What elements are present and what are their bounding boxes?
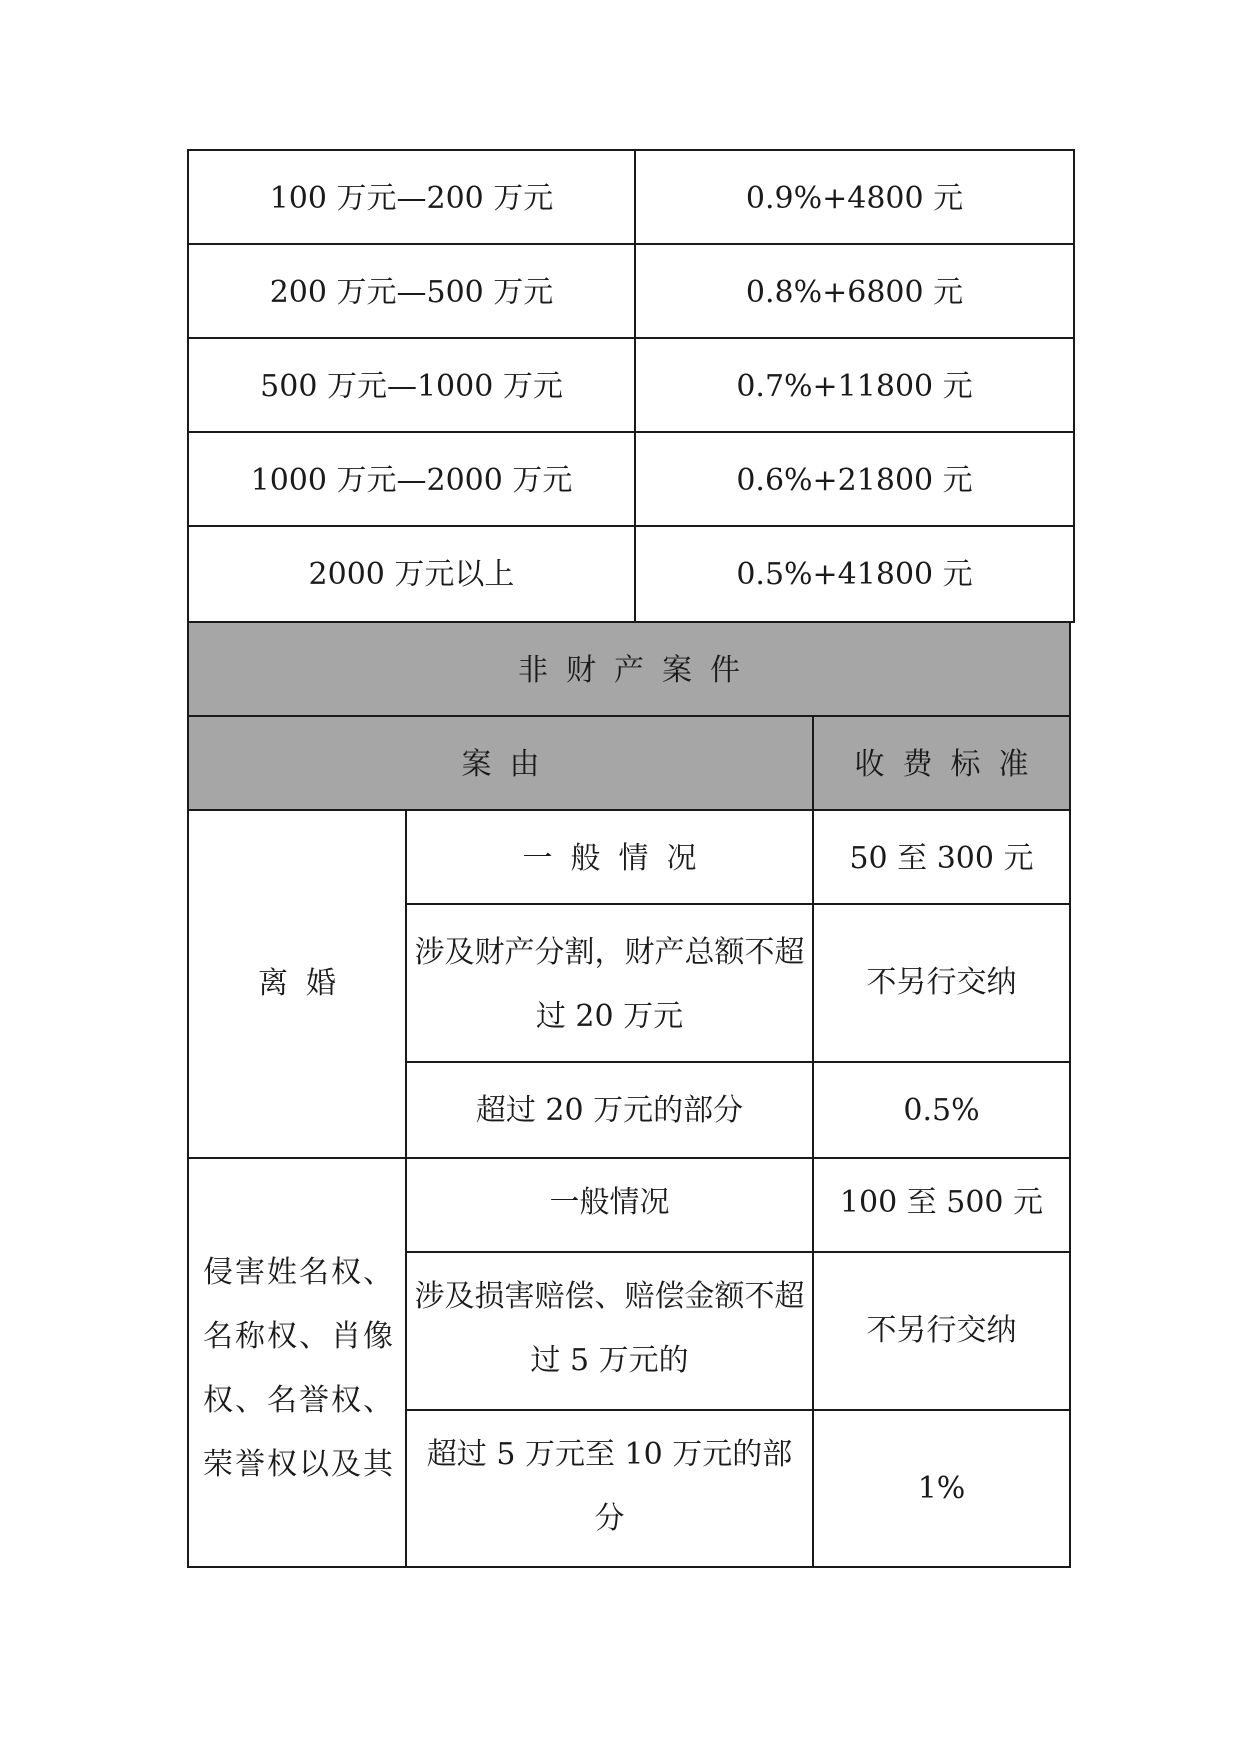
fee-text: 0.5% <box>903 1093 980 1128</box>
fee-text: 1% <box>917 1470 966 1506</box>
section-title: 非财产案件 <box>518 653 758 688</box>
divorce-label-cell <box>187 809 407 1159</box>
range-text: 1000 万元—2000 万元 <box>250 463 573 498</box>
fee-text: 0.6%+21800 元 <box>736 463 973 498</box>
section-title-cell <box>187 621 1071 717</box>
range-text: 500 万元—1000 万元 <box>260 369 563 404</box>
header-fee: 收费标准 <box>854 747 1047 782</box>
fee-text: 不另行交纳 <box>866 965 1017 1000</box>
fee-cell <box>812 809 1071 905</box>
fee-text: 0.8%+6800 元 <box>745 275 964 310</box>
range-cell <box>187 243 636 339</box>
fee-text: 100 至 500 元 <box>839 1185 1044 1220</box>
range-cell <box>187 525 636 623</box>
condition-cell <box>405 1061 814 1159</box>
personality-label: 侵害姓名权、名称权、肖像权、名誉权、荣誉权以及其 <box>203 1255 395 1482</box>
condition-text: 超过 20 万元的部分 <box>475 1093 744 1128</box>
fee-text: 不另行交纳 <box>866 1313 1017 1348</box>
range-cell <box>187 149 636 245</box>
personality-label-cell <box>187 1157 407 1568</box>
fee-text: 0.5%+41800 元 <box>736 557 973 592</box>
header-case: 案由 <box>461 747 558 782</box>
fee-cell <box>634 243 1075 339</box>
fee-cell <box>634 149 1075 245</box>
condition-cell <box>405 1409 814 1568</box>
condition-text: 一般情况 <box>549 1185 670 1220</box>
range-cell <box>187 431 636 527</box>
condition-cell <box>405 809 814 905</box>
range-text: 100 万元—200 万元 <box>269 181 554 216</box>
fee-cell <box>634 337 1075 433</box>
fee-cell <box>812 1157 1071 1253</box>
header-fee-cell <box>812 715 1071 811</box>
fee-cell <box>812 1061 1071 1159</box>
range-text: 2000 万元以上 <box>308 557 515 592</box>
condition-cell <box>405 903 814 1063</box>
condition-text: 涉及损害赔偿、赔偿金额不超过 5 万元的 <box>414 1279 805 1378</box>
fee-cell <box>634 431 1075 527</box>
condition-cell <box>405 1157 814 1253</box>
condition-text: 超过 5 万元至 10 万元的部分 <box>426 1437 793 1536</box>
fee-text: 0.9%+4800 元 <box>745 181 964 216</box>
fee-cell <box>634 525 1075 623</box>
condition-text: 涉及财产分割，财产总额不超过 20 万元 <box>414 935 805 1034</box>
range-cell <box>187 337 636 433</box>
fee-cell <box>812 1409 1071 1568</box>
header-case-cell <box>187 715 814 811</box>
condition-text: 一般情况 <box>522 841 715 876</box>
fee-text: 0.7%+11800 元 <box>736 369 973 404</box>
fee-cell <box>812 903 1071 1063</box>
fee-cell <box>812 1251 1071 1411</box>
condition-cell <box>405 1251 814 1411</box>
divorce-label: 离婚 <box>258 966 354 1001</box>
fee-text: 50 至 300 元 <box>849 841 1034 876</box>
range-text: 200 万元—500 万元 <box>269 275 554 310</box>
